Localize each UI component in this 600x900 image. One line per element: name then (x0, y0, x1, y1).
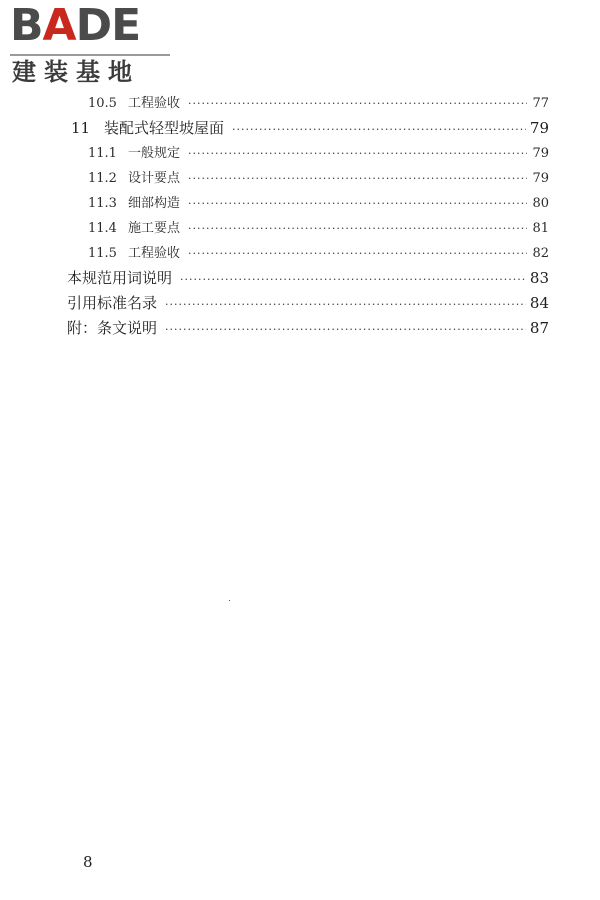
toc-leader-dots (232, 123, 526, 136)
toc-entry-page: 79 (532, 146, 549, 161)
toc-entry-11-3[interactable] (88, 192, 549, 217)
toc-leader-dots (188, 222, 527, 235)
logo-letter-b: B (10, 0, 43, 51)
toc-entry-number: 11.3 (88, 196, 117, 211)
toc-entry-terms[interactable] (67, 267, 549, 292)
logo-letter-a: A (42, 0, 76, 51)
logo-subtitle: 建装基地 (12, 58, 140, 86)
toc-entry-title: 附：条文说明 (67, 319, 158, 337)
toc-leader-dots (188, 147, 527, 160)
toc-entry-number: 10.5 (88, 96, 117, 111)
toc-entry-number: 11.1 (88, 146, 117, 161)
toc-entry-commentary[interactable] (67, 317, 549, 342)
toc-leader-dots (188, 172, 527, 185)
toc-entry-title: 工程验收 (128, 246, 181, 261)
toc-entry-11-2[interactable] (88, 167, 549, 192)
toc-entry-title: 工程验收 (128, 96, 181, 111)
toc-leader-dots (180, 273, 526, 286)
toc-entry-title: 本规范用词说明 (67, 269, 173, 287)
toc-leader-dots (165, 323, 526, 336)
toc-entry-page: 82 (532, 246, 549, 261)
scan-speck (229, 600, 230, 601)
toc-entry-11-1[interactable] (88, 142, 549, 167)
toc-entry-number: 11.5 (88, 246, 117, 261)
toc-leader-dots (165, 298, 526, 311)
toc-entry-title: 细部构造 (128, 196, 181, 211)
toc-entry-title: 引用标准名录 (67, 294, 158, 312)
page-number: 8 (83, 853, 93, 871)
toc-entry-title: 施工要点 (128, 221, 181, 236)
logo-divider (10, 54, 170, 56)
toc-entry-page: 83 (529, 269, 549, 287)
toc-entry-page: 84 (529, 294, 549, 312)
toc-entry-page: 81 (532, 221, 549, 236)
toc-entry-title: 一般规定 (128, 146, 181, 161)
toc-entry-title: 装配式轻型坡屋面 (104, 119, 225, 137)
toc-entry-10-5[interactable] (88, 92, 549, 117)
toc-leader-dots (188, 197, 527, 210)
toc-entry-page: 77 (532, 96, 549, 111)
toc-entry-11-5[interactable] (88, 242, 549, 267)
toc-leader-dots (188, 247, 527, 260)
toc-entry-page: 87 (529, 319, 549, 337)
logo-letter-d: D (75, 0, 112, 51)
toc-entry-number: 11.4 (88, 221, 117, 236)
toc-leader-dots (188, 97, 527, 110)
toc-entry-number: 11 (71, 119, 91, 137)
toc-entry-title: 设计要点 (128, 171, 181, 186)
toc-entry-11-4[interactable] (88, 217, 549, 242)
toc-entry-page: 80 (532, 196, 549, 211)
toc-entry-page: 79 (532, 171, 549, 186)
logo-brand-text (10, 0, 141, 51)
logo-letter-e: E (111, 0, 141, 51)
toc-entry-standards[interactable] (67, 292, 549, 317)
toc-entry-number: 11.2 (88, 171, 117, 186)
toc-entry-page: 79 (529, 119, 549, 137)
bade-logo (10, 0, 180, 88)
toc-entry-11[interactable] (71, 117, 549, 142)
